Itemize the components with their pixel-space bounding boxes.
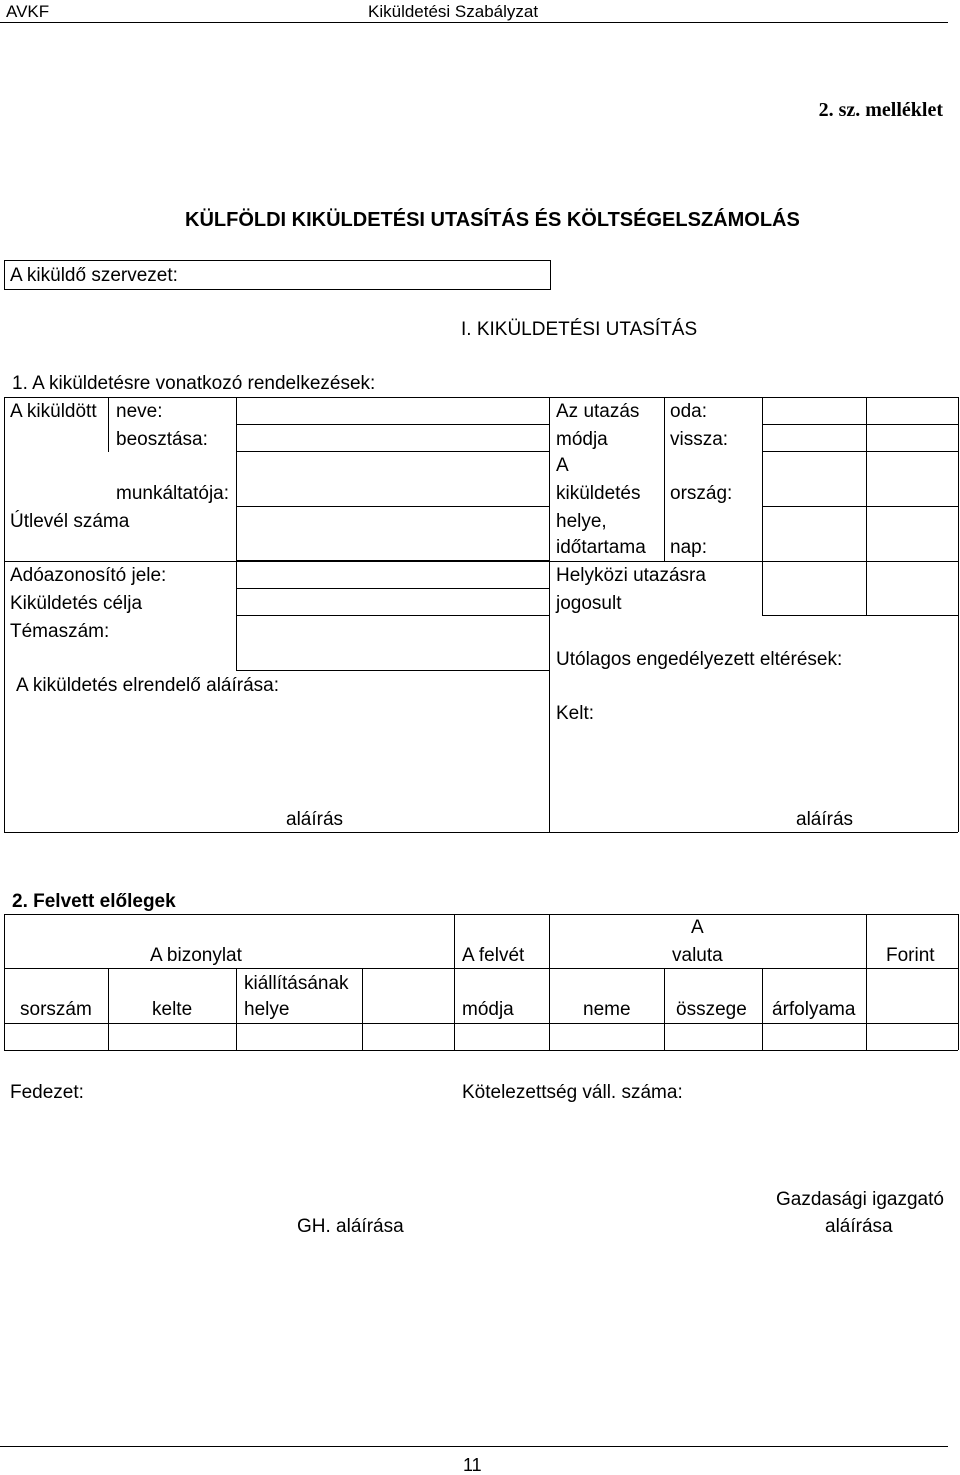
position-field[interactable] [237,425,549,451]
col-valuta-2: valuta [672,945,723,966]
tax-id-field[interactable] [237,562,549,588]
label-helye-1: A [556,455,569,476]
col-kiallitas-2: helye [244,999,290,1020]
days-field[interactable] [763,507,866,561]
footer-rule [0,1446,948,1447]
annex-label: 2. sz. melléklet [818,99,943,121]
input-valuta-osszege[interactable] [665,1024,762,1050]
purpose-field[interactable] [237,589,549,615]
label-helye-4: időtartama [556,537,646,558]
label-utazas-1: Az utazás [556,401,640,422]
label-munkaltatoja: munkáltatója: [116,483,230,504]
label-neve: neve: [116,401,163,422]
signature-right: aláírás [796,809,854,830]
label-vissza: vissza: [670,429,729,450]
label-celja: Kiküldetés célja [10,593,143,614]
col-arfolyama: árfolyama [772,999,856,1020]
employer-field[interactable] [237,452,549,506]
input-kiallitas-helye[interactable] [237,1024,362,1050]
input-sorszam[interactable] [5,1024,108,1050]
label-kelt: Kelt: [556,703,595,724]
travel-there-field[interactable] [763,398,866,424]
label-beosztasa: beosztása: [116,429,208,450]
label-helykozi-1: Helyközi utazásra [556,565,706,586]
passport-field[interactable] [237,507,549,560]
col-modja: módja [462,999,514,1020]
input-forint[interactable] [867,1024,958,1050]
director-signature-1: Gazdasági igazgató [776,1189,944,1210]
label-temaszam: Témaszám: [10,621,110,642]
org-label: A kiküldő szervezet: [10,265,178,286]
input-felvet-modja[interactable] [455,1024,549,1050]
col-bizonylat: A bizonylat [150,945,242,966]
label-kotelezettseg: Kötelezettség váll. száma: [462,1082,683,1103]
col-felvet: A felvét [462,945,525,966]
header-title: Kiküldetési Szabályzat [368,2,539,21]
col-osszege: összege [676,999,747,1020]
label-utlevel: Útlevél száma [10,511,130,532]
label-helye-2: kiküldetés [556,483,641,504]
input-kelte[interactable] [109,1024,236,1050]
label-adoazonosito: Adóazonosító jele: [10,565,167,586]
label-fedezet: Fedezet: [10,1082,84,1103]
intercity-field[interactable] [763,562,866,615]
country-field[interactable] [763,452,866,506]
header-rule [0,22,948,23]
col-forint: Forint [886,945,935,966]
input-valuta-neme[interactable] [550,1024,664,1050]
gh-signature: GH. aláírása [297,1216,404,1237]
header-left: AVKF [6,2,50,21]
section1-heading: 1. A kiküldetésre vonatkozó rendelkezések: [12,373,376,394]
section2-heading: 2. Felvett előlegek [12,891,176,912]
director-signature-2: aláírása [825,1216,893,1237]
label-elrendelo: A kiküldetés elrendelő aláírása: [16,675,279,696]
main-title: KÜLFÖLDI KIKÜLDETÉSI UTASÍTÁS ÉS KÖLTSÉGELSZÁMOLÁS [185,209,800,231]
col-kiallitas-1: kiállításának [244,973,349,994]
name-field[interactable] [237,398,549,424]
label-kikuldott: A kiküldött [10,401,97,422]
label-helykozi-2: jogosult [556,593,622,614]
col-kelte: kelte [152,999,193,1020]
org-field[interactable] [4,260,551,290]
col-valuta-1: A [691,917,704,938]
page-number: 11 [463,1455,482,1475]
label-nap: nap: [670,537,707,558]
travel-back-field[interactable] [763,425,866,451]
label-utazas-2: módja [556,429,608,450]
label-utolagos: Utólagos engedélyezett eltérések: [556,649,843,670]
col-sorszam: sorszám [20,999,92,1020]
section1-title: I. KIKÜLDETÉSI UTASÍTÁS [461,319,698,340]
label-oda: oda: [670,401,707,422]
label-helye-3: helye, [556,511,607,532]
input-arfolyama[interactable] [763,1024,866,1050]
label-orszag: ország: [670,483,733,504]
signature-left: aláírás [286,809,344,830]
col-neme: neme [583,999,631,1020]
topic-number-field[interactable] [237,616,549,670]
